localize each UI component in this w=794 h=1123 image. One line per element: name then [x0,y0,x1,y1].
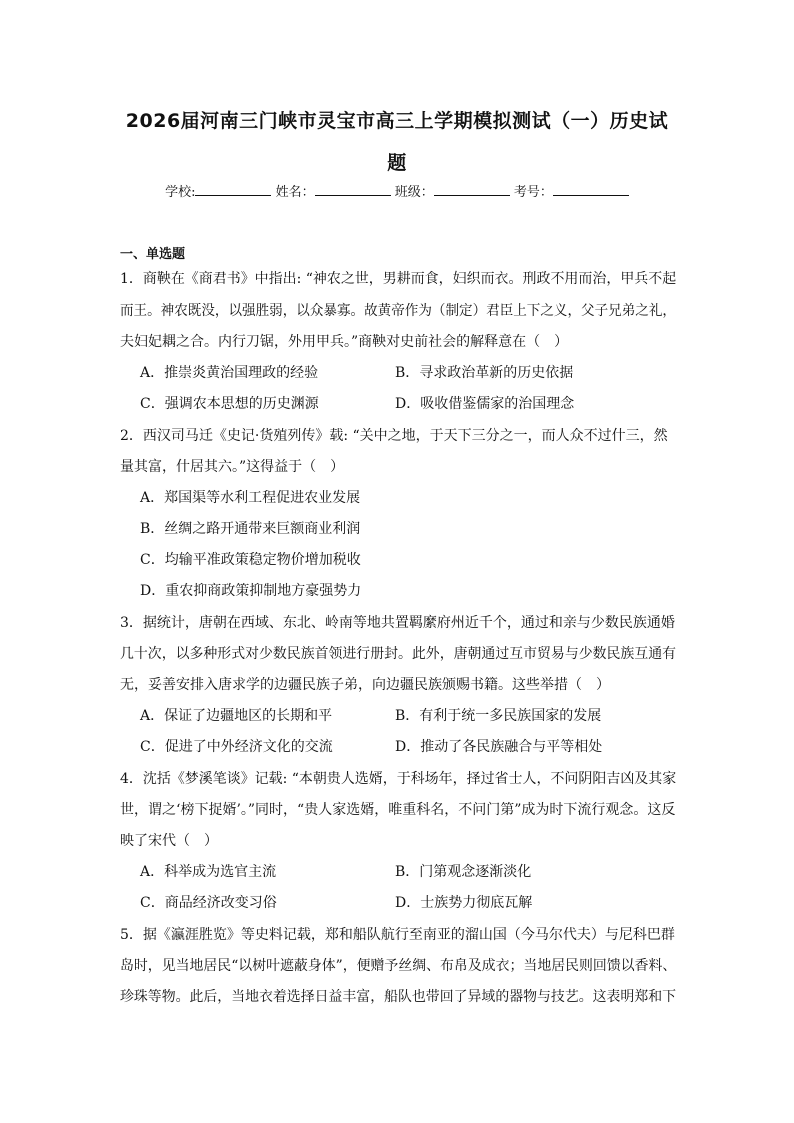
question-2-option-d: D．重农抑商政策抑制地方豪强势力 [140,583,362,599]
question-4-option-a: A．科举成为选官主流 [140,864,277,880]
question-4-line-3: 映了宋代（ ） [120,833,218,849]
class-label: 班级： [394,185,434,200]
exam-number-label: 考号： [513,185,553,200]
question-1-line-1: 1．商鞅在《商君书》中指出: “神农之世，男耕而食，妇织而衣。刑政不用而治，甲兵不起 [120,271,677,287]
section-title: 一、单选题 [120,247,186,262]
question-2-line-1: 2．西汉司马迁《史记·货殖列传》载: “关中之地，于天下三分之一，而人众不过什三，然 [120,428,668,444]
question-3-line-2: 几十次，以多种形式对少数民族首领进行册封。此外，唐朝通过互市贸易与少数民族互通有 [120,646,677,662]
question-3-line-1: 3．据统计，唐朝在西域、东北、岭南等地共置羁縻府州近千个，通过和亲与少数民族通婚 [120,615,675,631]
school-blank [195,184,271,196]
question-5-line-1: 5．据《瀛涯胜览》等史料记载，郑和船队航行至南亚的溜山国（今马尔代夫）与尼科巴群 [120,927,675,943]
name-blank [315,184,391,196]
question-3-option-a: A．保证了边疆地区的长期和平 [140,708,333,724]
name-label: 姓名： [275,185,315,200]
student-info-row [0,181,794,200]
question-4-option-c: C．商品经济改变习俗 [140,895,277,911]
page-title-line-1: 2026届河南三门峡市灵宝市高三上学期模拟测试（一）历史试 [125,110,669,132]
question-2-option-a: A．郑国渠等水利工程促进农业发展 [140,490,361,506]
question-3-option-b: B．有利于统一多民族国家的发展 [395,708,602,724]
question-1-option-a: A．推崇炎黄治国理政的经验 [140,365,319,381]
question-3-line-3: 无，妥善安排入唐求学的边疆民族子弟，向边疆民族颁赐书籍。这些举措（ ） [120,677,610,693]
question-4-option-b: B．门第观念逐渐淡化 [395,864,532,880]
question-2-line-2: 量其富，什居其六。”这得益于（ ） [120,459,345,475]
question-4-line-1: 4．沈括《梦溪笔谈》记载: “本朝贵人选婿，于科场年，择过省士人，不问阴阳吉凶及其家 [120,771,677,787]
question-4-line-2: 世，谓之‘榜下捉婿’。”同时，“贵人家选婿，唯重科名，不问门第”成为时下流行观念。这反 [120,802,676,818]
exam-number-blank [553,184,629,196]
question-1-line-2: 而王。神农既没，以强胜弱，以众暴寡。故黄帝作为（制定）君臣上下之义，父子兄弟之礼， [120,303,676,319]
class-blank [434,184,510,196]
page-title-line-2: 题 [387,152,407,174]
question-3-option-c: C．促进了中外经济文化的交流 [140,739,333,755]
question-1-option-c: C．强调农本思想的历史渊源 [140,396,319,412]
question-3-option-d: D．推动了各民族融合与平等相处 [395,739,603,755]
question-2-option-b: B．丝绸之路开通带来巨额商业利润 [140,521,361,537]
question-1-option-d: D．吸收借鉴儒家的治国理念 [395,396,575,412]
question-1-line-3: 夫妇妃耦之合。内行刀锯，外用甲兵。”商鞅对史前社会的解释意在（ ） [120,334,569,350]
question-1-option-b: B．寻求政治革新的历史依据 [395,365,574,381]
school-label: 学校: [165,185,196,200]
question-5-line-2: 岛时，见当地居民“以树叶遮蔽身体”，便赠予丝绸、布帛及成衣；当地居民则回馈以香料、 [120,958,677,974]
question-4-option-d: D．士族势力彻底瓦解 [395,895,533,911]
question-2-option-c: C．均输平准政策稳定物价增加税收 [140,552,361,568]
question-5-line-3: 珍珠等物。此后，当地衣着选择日益丰富，船队也带回了异域的器物与技艺。这表明郑和下 [120,989,677,1005]
